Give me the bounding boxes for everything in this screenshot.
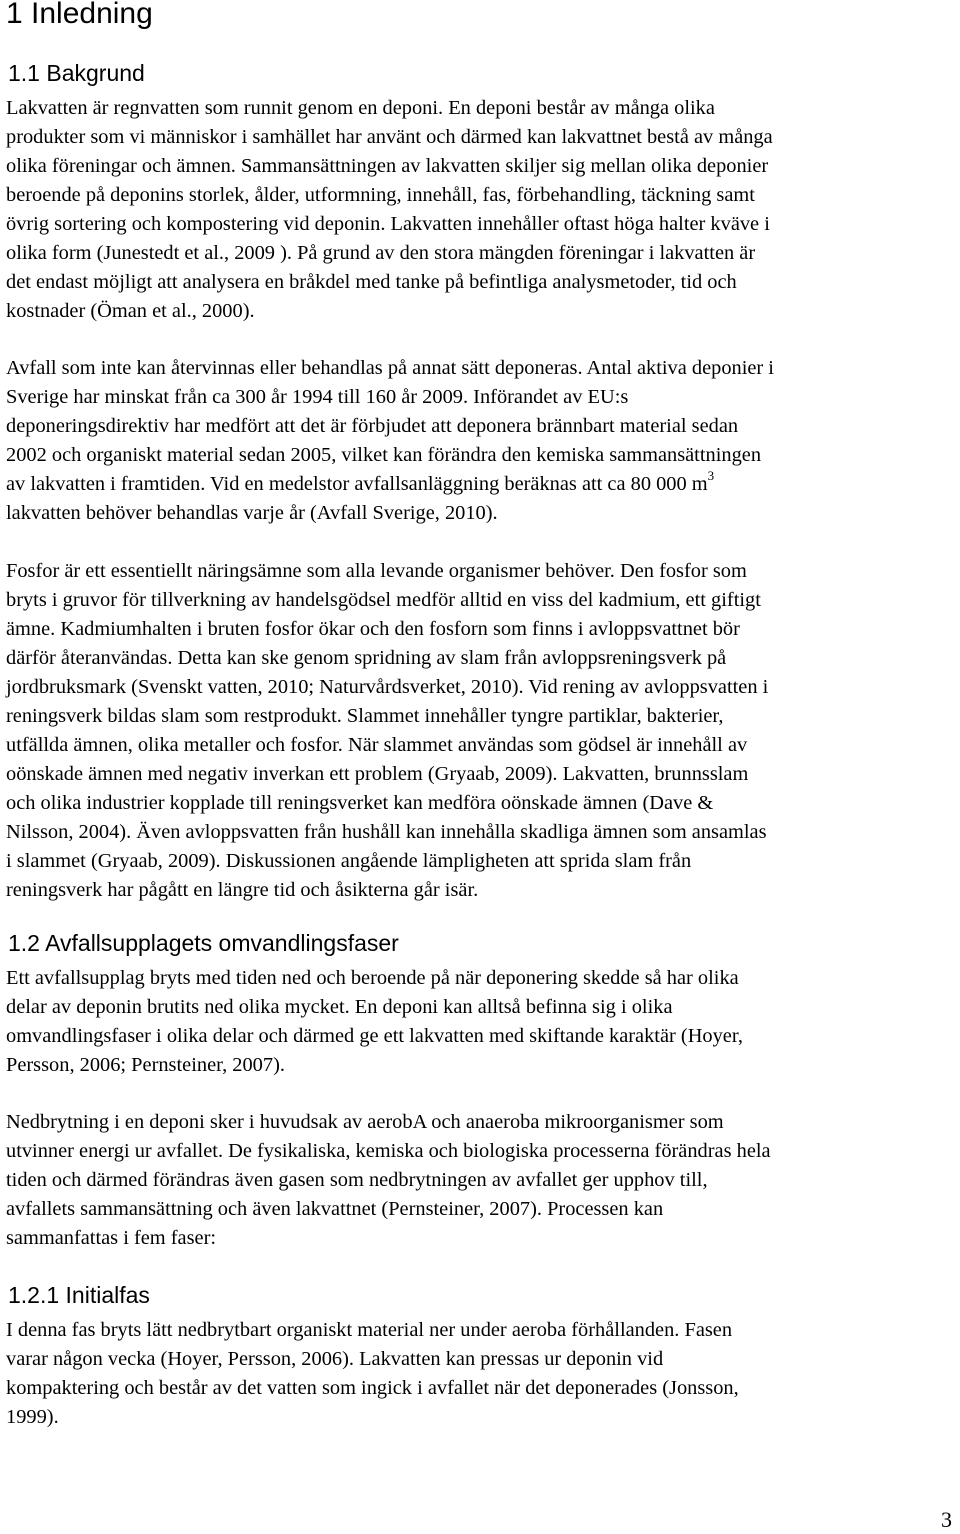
text-line xyxy=(6,470,948,499)
paragraph-avfall-deponeras xyxy=(6,354,948,528)
text-line: produkter som vi människor i samhället har använt och därmed kan lakvattnet bestå av många xyxy=(6,126,773,148)
text-line: kompaktering och består av det vatten som ingick i avfallet när det deponerades (Jonsson, xyxy=(6,1377,739,1399)
section-heading-bakgrund: 1.1 Bakgrund xyxy=(8,60,145,86)
text-line: I denna fas bryts lätt nedbrytbart organiskt material ner under aeroba förhållanden. Fasen xyxy=(6,1319,733,1341)
text-line: utvinner energi ur avfallet. De fysikaliska, kemiska och biologiska processerna förändras hela xyxy=(6,1140,771,1162)
superscript: 3 xyxy=(707,468,715,484)
text-line: kostnader (Öman et al., 2000). xyxy=(6,300,255,322)
text-line: 1999). xyxy=(6,1406,59,1428)
text-line: och olika industrier kopplade till reningsverket kan medföra oönskade ämnen (Dave & xyxy=(6,792,714,814)
text-line: jordbruksmark (Svenskt vatten, 2010; Naturvårdsverket, 2010). Vid rening av avloppsvatten i xyxy=(6,676,769,698)
chapter-heading: 1 Inledning xyxy=(6,0,153,30)
text-line: utfällda ämnen, olika metaller och fosfor. När slammet användas som gödsel är innehåll av xyxy=(6,734,748,756)
text-line: omvandlingsfaser i olika delar och därmed ge ett lakvatten med skiftande karaktär (Hoyer, xyxy=(6,1025,743,1047)
paragraph-initialfas xyxy=(6,1316,948,1432)
paragraph-nedbrytning xyxy=(6,1108,948,1253)
text-line: lakvatten behöver behandlas varje år (Avfall Sverige, 2010). xyxy=(6,502,498,524)
text-line: i slammet (Gryaab, 2009). Diskussionen angående lämpligheten att sprida slam från xyxy=(6,850,692,872)
text-line: Ett avfallsupplag bryts med tiden ned och beroende på när deponering skedde så har olika xyxy=(6,967,739,989)
section-heading-omvandlingsfaser: 1.2 Avfallsupplagets omvandlingsfaser xyxy=(8,930,399,956)
text-line: det endast möjligt att analysera en bråkdel med tanke på befintliga analysmetoder, tid och xyxy=(6,271,737,293)
paragraph-fosfor xyxy=(6,557,948,905)
text-line: Avfall som inte kan återvinnas eller behandlas på annat sätt deponeras. Antal aktiva deponier i xyxy=(6,357,774,379)
text-line: Fosfor är ett essentiellt näringsämne som alla levande organismer behöver. Den fosfor som xyxy=(6,560,747,582)
text-line: ämne. Kadmiumhalten i bruten fosfor ökar och den fosforn som finns i avloppsvattnet bör xyxy=(6,618,740,640)
text-line: varar någon vecka (Hoyer, Persson, 2006). Lakvatten kan pressas ur deponin vid xyxy=(6,1348,664,1370)
text-line: olika form (Junestedt et al., 2009 ). På grund av den stora mängden föreningar i lakvatten är xyxy=(6,242,756,264)
text-line: olika föreningar och ämnen. Sammansättningen av lakvatten skiljer sig mellan olika deponier xyxy=(6,155,769,177)
text-line: tiden och därmed förändras även gasen som nedbrytningen av avfallet ger upphov till, xyxy=(6,1169,708,1191)
section-heading-initialfas: 1.2.1 Initialfas xyxy=(8,1282,150,1308)
text-line: sammanfattas i fem faser: xyxy=(6,1227,217,1249)
text-line: därför återanvändas. Detta kan ske genom spridning av slam från avloppsreningsverk på xyxy=(6,647,727,669)
text-line: deponeringsdirektiv har medfört att det är förbjudet att deponera brännbart material sedan xyxy=(6,415,739,437)
text-line: beroende på deponins storlek, ålder, utformning, innehåll, fas, förbehandling, täckning samt xyxy=(6,184,755,206)
page-number: 3 xyxy=(941,1507,952,1532)
text-fragment: av lakvatten i framtiden. Vid en medelstor avfallsanläggning beräknas att ca 80 000 m xyxy=(6,473,708,495)
text-line: delar av deponin brutits ned olika mycket. En deponi kan alltså befinna sig i olika xyxy=(6,996,673,1018)
text-line: Nilsson, 2004). Även avloppsvatten från hushåll kan innehålla skadliga ämnen som ansamlas xyxy=(6,821,767,843)
text-line: Lakvatten är regnvatten som runnit genom en deponi. En deponi består av många olika xyxy=(6,97,715,119)
text-line: oönskade ämnen med negativ inverkan ett problem (Gryaab, 2009). Lakvatten, brunnsslam xyxy=(6,763,749,785)
paragraph-avfallsupplag xyxy=(6,964,948,1080)
text-line: Nedbrytning i en deponi sker i huvudsak av aerobA och anaeroba mikroorganismer som xyxy=(6,1111,724,1133)
text-line: Sverige har minskat från ca 300 år 1994 till 160 år 2009. Införandet av EU:s xyxy=(6,386,629,408)
text-line: övrig sortering och kompostering vid deponin. Lakvatten innehåller oftast höga halter kväve i xyxy=(6,213,770,235)
text-line: bryts i gruvor för tillverkning av handelsgödsel medför alltid en viss del kadmium, ett giftigt xyxy=(6,589,761,611)
paragraph-lakvatten-intro xyxy=(6,94,948,326)
text-line: 2002 och organiskt material sedan 2005, vilket kan förändra den kemiska sammansättningen xyxy=(6,444,762,466)
text-line: reningsverk bildas slam som restprodukt. Slammet innehåller tyngre partiklar, bakterier, xyxy=(6,705,724,727)
text-line: reningsverk har pågått en längre tid och åsikterna går isär. xyxy=(6,879,479,901)
text-line: Persson, 2006; Pernsteiner, 2007). xyxy=(6,1054,285,1076)
text-line: avfallets sammansättning och även lakvattnet (Pernsteiner, 2007). Processen kan xyxy=(6,1198,664,1220)
